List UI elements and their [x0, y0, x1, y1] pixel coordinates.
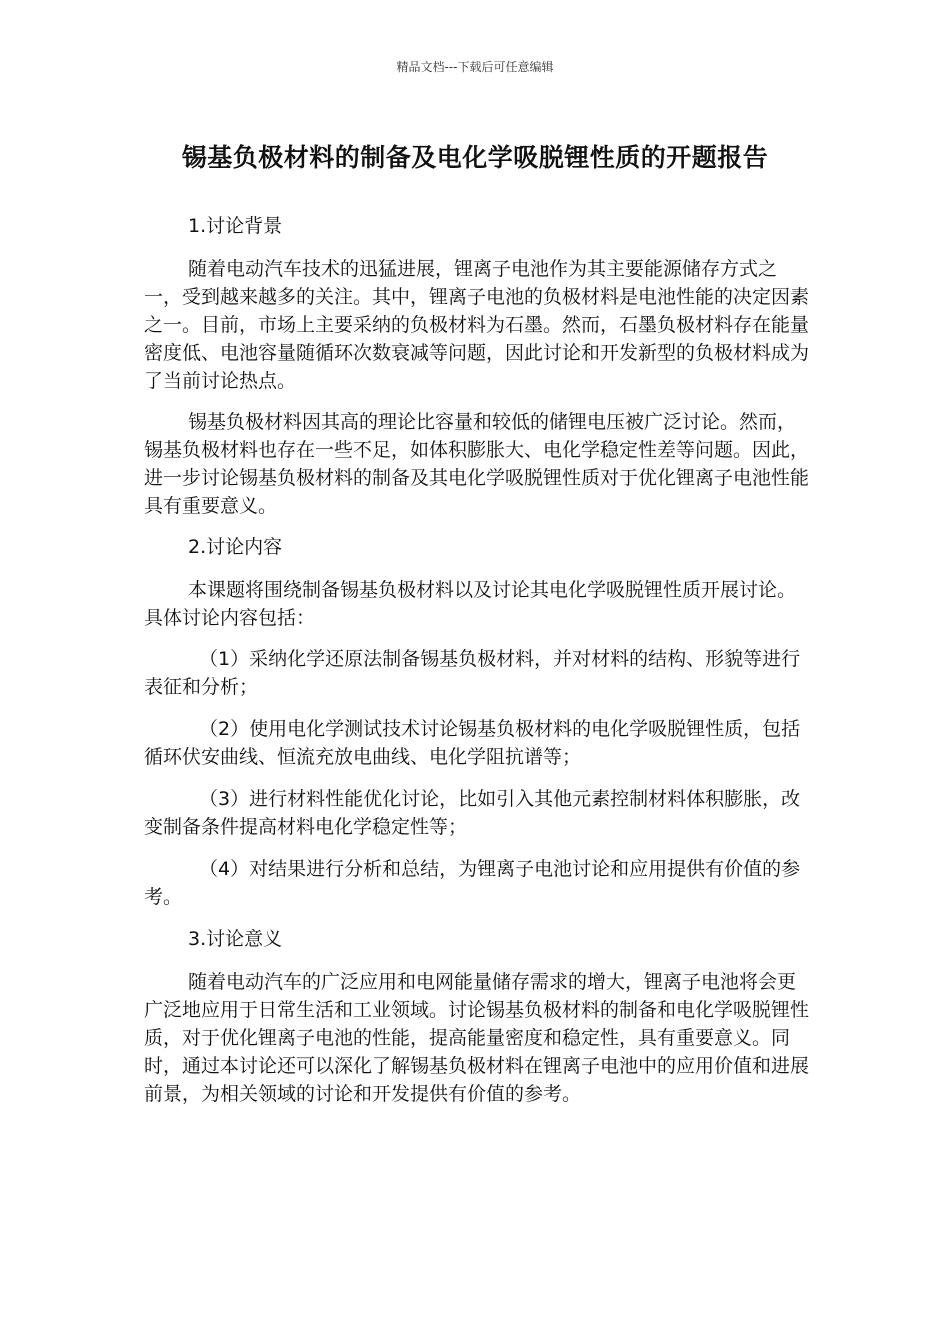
section-heading-significance: 3.讨论意义 — [188, 928, 283, 950]
paragraph: 随着电动汽车的广泛应用和电网能量储存需求的增大，锂离子电池将会更广泛地应用于日常生活和工业领域。讨论锡基负极材料的制备和电化学吸脱锂性质，对于优化锂离子电池的性能，提高能量密度和稳定性，具有重要意义。同时，通过本讨论还可以深化了解锡基负极材料在锂离子电池中的应用价值和进展前景，为相关领域的讨论和开发提供有价值的参考。 — [144, 971, 810, 1105]
paragraph: 锡基负极材料因其高的理论比容量和较低的储锂电压被广泛讨论。然而，锡基负极材料也存在一些不足，如体积膨胀大、电化学稳定性差等问题。因此，进一步讨论锡基负极材料的制备及其电化学吸脱锂性质对于优化锂离子电池性能具有重要意义。 — [144, 411, 810, 517]
page-header: 精品文档---下载后可任意编辑 — [396, 60, 554, 74]
paragraph: 随着电动汽车技术的迅猛进展，锂离子电池作为其主要能源储存方式之一，受到越来越多的关注。其中，锂离子电池的负极材料是电池性能的决定因素之一。目前，市场上主要采纳的负极材料为石墨。然而，石墨负极材料存在能量密度低、电池容量随循环次数衰减等问题，因此讨论和开发新型的负极材料成为了当前讨论热点。 — [144, 258, 810, 392]
document-title: 锡基负极材料的制备及电化学吸脱锂性质的开题报告 — [181, 143, 769, 172]
paragraph: 本课题将围绕制备锡基负极材料以及讨论其电化学吸脱锂性质开展讨论。具体讨论内容包括： — [144, 579, 797, 629]
section-heading-background: 1.讨论背景 — [188, 215, 283, 237]
list-item: （1）采纳化学还原法制备锡基负极材料，并对材料的结构、形貌等进行表征和分析； — [144, 648, 801, 698]
section-heading-content: 2.讨论内容 — [188, 536, 283, 558]
document-body — [144, 212, 812, 1121]
list-item: （2）使用电化学测试技术讨论锡基负极材料的电化学吸脱锂性质，包括循环伏安曲线、恒流充放电曲线、电化学阻抗谱等； — [144, 718, 801, 768]
list-item: （3）进行材料性能优化讨论，比如引入其他元素控制材料体积膨胀，改变制备条件提高材料电化学稳定性等； — [144, 788, 801, 838]
list-item: （4）对结果进行分析和总结，为锂离子电池讨论和应用提供有价值的参考。 — [144, 858, 801, 908]
